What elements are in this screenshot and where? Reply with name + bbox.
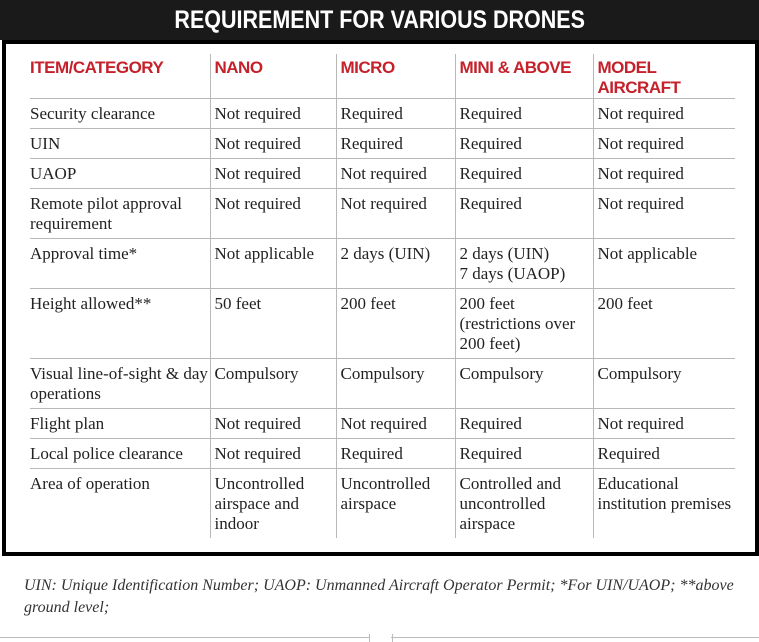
cell-model-aircraft: Not required — [593, 409, 735, 439]
cell-micro: 200 feet — [336, 289, 455, 359]
table-row — [30, 99, 735, 129]
table-row — [30, 129, 735, 159]
cell-model-aircraft: Educational institution premises — [593, 469, 735, 539]
footer-rule-left — [0, 637, 369, 638]
cell-nano: Compulsory — [210, 359, 336, 409]
table-row — [30, 159, 735, 189]
cell-mini-above: Required — [455, 129, 593, 159]
cell-nano: Not required — [210, 159, 336, 189]
cell-micro: Not required — [336, 159, 455, 189]
cell-item: Flight plan — [30, 414, 105, 433]
cell-mini-above: Controlled and uncontrolled airspace — [455, 469, 593, 539]
footer-notch — [369, 634, 393, 642]
cell-model-aircraft: Not required — [593, 189, 735, 239]
cell-item: Remote pilot approval requirement — [30, 194, 183, 233]
cell-mini-above: Required — [455, 159, 593, 189]
cell-mini-above: Compulsory — [455, 359, 593, 409]
cell-item: UIN — [30, 134, 61, 153]
cell-model-aircraft: Not required — [593, 129, 735, 159]
table-row — [30, 289, 735, 359]
cell-mini-above: Required — [455, 189, 593, 239]
cell-mini-above: Required — [455, 439, 593, 469]
cell-micro: Uncontrolled airspace — [336, 469, 455, 539]
cell-micro: Required — [336, 439, 455, 469]
table-row — [30, 239, 735, 289]
header-item-category: ITEM/CATEGORY — [30, 58, 164, 77]
cell-mini-above: 2 days (UIN) 7 days (UAOP) — [455, 239, 593, 289]
cell-item: Approval time* — [30, 244, 138, 263]
cell-item: Visual line-of-sight & day operations — [30, 364, 208, 403]
cell-micro: Required — [336, 129, 455, 159]
cell-nano: 50 feet — [210, 289, 336, 359]
title-banner — [0, 0, 759, 40]
cell-model-aircraft: Required — [593, 439, 735, 469]
table-row — [30, 189, 735, 239]
cell-item: UAOP — [30, 164, 77, 183]
cell-item: Local police clearance — [30, 444, 183, 463]
cell-model-aircraft: Not applicable — [593, 239, 735, 289]
header-model-aircraft: MODEL AIRCRAFT — [593, 54, 735, 99]
cell-micro: 2 days (UIN) — [336, 239, 455, 289]
table-frame — [2, 40, 759, 556]
cell-mini-above: 200 feet (restrictions over 200 feet) — [455, 289, 593, 359]
cell-micro: Not required — [336, 409, 455, 439]
cell-micro: Required — [336, 99, 455, 129]
cell-item: Security clearance — [30, 104, 156, 123]
cell-item: Height allowed** — [30, 294, 152, 313]
cell-model-aircraft: 200 feet — [593, 289, 735, 359]
cell-micro: Compulsory — [336, 359, 455, 409]
header-mini-above: MINI & ABOVE — [455, 54, 593, 99]
header-micro: MICRO — [336, 54, 455, 99]
cell-model-aircraft: Not required — [593, 159, 735, 189]
table-row — [30, 409, 735, 439]
table-header-row — [30, 54, 735, 99]
cell-model-aircraft: Not required — [593, 99, 735, 129]
table-row — [30, 359, 735, 409]
cell-nano: Not required — [210, 129, 336, 159]
cell-nano: Not required — [210, 409, 336, 439]
cell-mini-above: Required — [455, 99, 593, 129]
cell-model-aircraft: Compulsory — [593, 359, 735, 409]
cell-item: Area of operation — [30, 474, 150, 493]
table-body — [30, 99, 735, 539]
table-row — [30, 469, 735, 539]
cell-nano: Not required — [210, 439, 336, 469]
requirements-table — [30, 54, 735, 538]
cell-nano: Not applicable — [210, 239, 336, 289]
cell-micro: Not required — [336, 189, 455, 239]
cell-nano: Not required — [210, 99, 336, 129]
header-nano: NANO — [210, 54, 336, 99]
cell-nano: Not required — [210, 189, 336, 239]
table-row — [30, 439, 735, 469]
cell-nano: Uncontrolled airspace and indoor — [210, 469, 336, 539]
footer-rule-right — [391, 637, 759, 638]
page-title: REQUIREMENT FOR VARIOUS DRONES — [174, 5, 585, 34]
footnote: UIN: Unique Identification Number; UAOP: Unmanned Aircraft Operator Permit; *For UIN/UAOP; **above ground level; — [24, 577, 734, 616]
cell-mini-above: Required — [455, 409, 593, 439]
